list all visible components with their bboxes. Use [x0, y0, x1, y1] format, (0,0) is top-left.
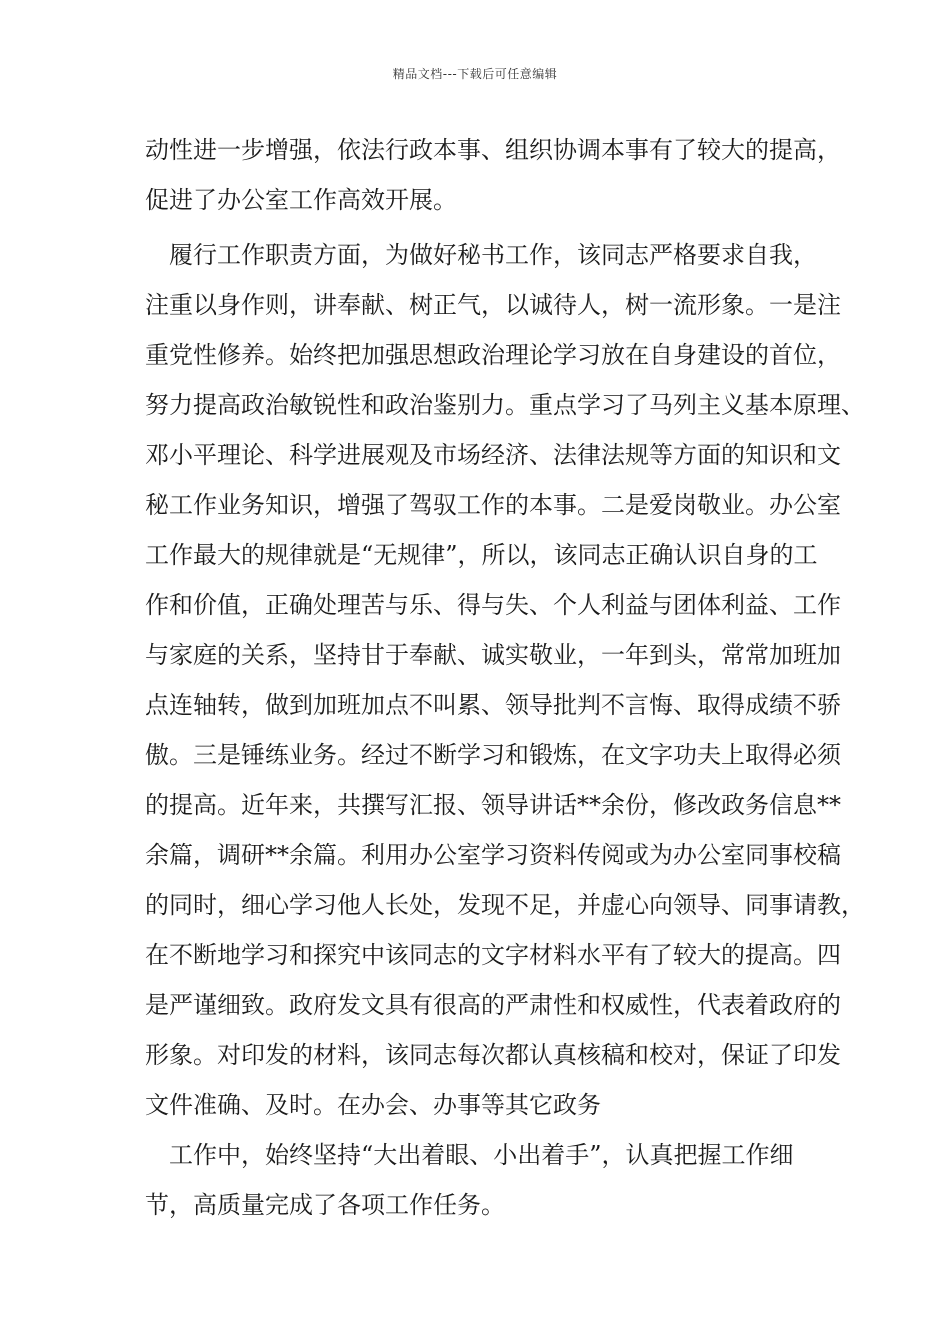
- paragraph-line: 点连轴转，做到加班加点不叫累、领导批判不言悔、取得成绩不骄: [145, 691, 841, 719]
- paragraph-line: 邓小平理论、科学进展观及市场经济、法律法规等方面的知识和文: [145, 441, 841, 469]
- paragraph-line: 的提高。近年来，共撰写汇报、领导讲话**余份，修改政务信息**: [145, 791, 841, 819]
- paragraph-line: 是严谨细致。政府发文具有很高的严肃性和权威性，代表着政府的: [145, 991, 841, 1019]
- paragraph-line: 重党性修养。始终把加强思想政治理论学习放在自身建设的首位，: [145, 341, 841, 369]
- paragraph-line: 履行工作职责方面，为做好秘书工作，该同志严格要求自我，: [145, 241, 817, 269]
- paragraph-line: 的同时，细心学习他人长处，发现不足，并虚心向领导、同事请教，: [145, 891, 865, 919]
- paragraph-line: 促进了办公室工作高效开展。: [145, 186, 457, 214]
- page-header: 精品文档---下载后可任意编辑: [392, 67, 558, 81]
- paragraph-line: 工作中，始终坚持“大出着眼、小出着手”，认真把握工作细: [145, 1141, 794, 1169]
- paragraph-line: 节，高质量完成了各项工作任务。: [145, 1191, 505, 1219]
- paragraph-line: 形象。对印发的材料，该同志每次都认真核稿和校对，保证了印发: [145, 1041, 841, 1069]
- paragraph-line: 与家庭的关系，坚持甘于奉献、诚实敬业，一年到头，常常加班加: [145, 641, 841, 669]
- paragraph-line: 努力提高政治敏锐性和政治鉴别力。重点学习了马列主义基本原理、: [145, 391, 865, 419]
- paragraph-line: 余篇，调研**余篇。利用办公室学习资料传阅或为办公室同事校稿: [145, 841, 841, 869]
- paragraph-line: 傲。三是锤练业务。经过不断学习和锻炼，在文字功夫上取得必须: [145, 741, 841, 769]
- paragraph-line: 动性进一步增强，依法行政本事、组织协调本事有了较大的提高，: [145, 136, 841, 164]
- paragraph-line: 文件准确、及时。在办会、办事等其它政务: [145, 1091, 601, 1119]
- paragraph-line: 工作最大的规律就是“无规律”，所以，该同志正确认识自身的工: [145, 541, 818, 569]
- paragraph-line: 作和价值，正确处理苦与乐、得与失、个人利益与团体利益、工作: [145, 591, 841, 619]
- paragraph-line: 在不断地学习和探究中该同志的文字材料水平有了较大的提高。四: [145, 941, 841, 969]
- paragraph-line: 注重以身作则，讲奉献、树正气，以诚待人，树一流形象。一是注: [145, 291, 841, 319]
- paragraph-line: 秘工作业务知识，增强了驾驭工作的本事。二是爱岗敬业。办公室: [145, 491, 841, 519]
